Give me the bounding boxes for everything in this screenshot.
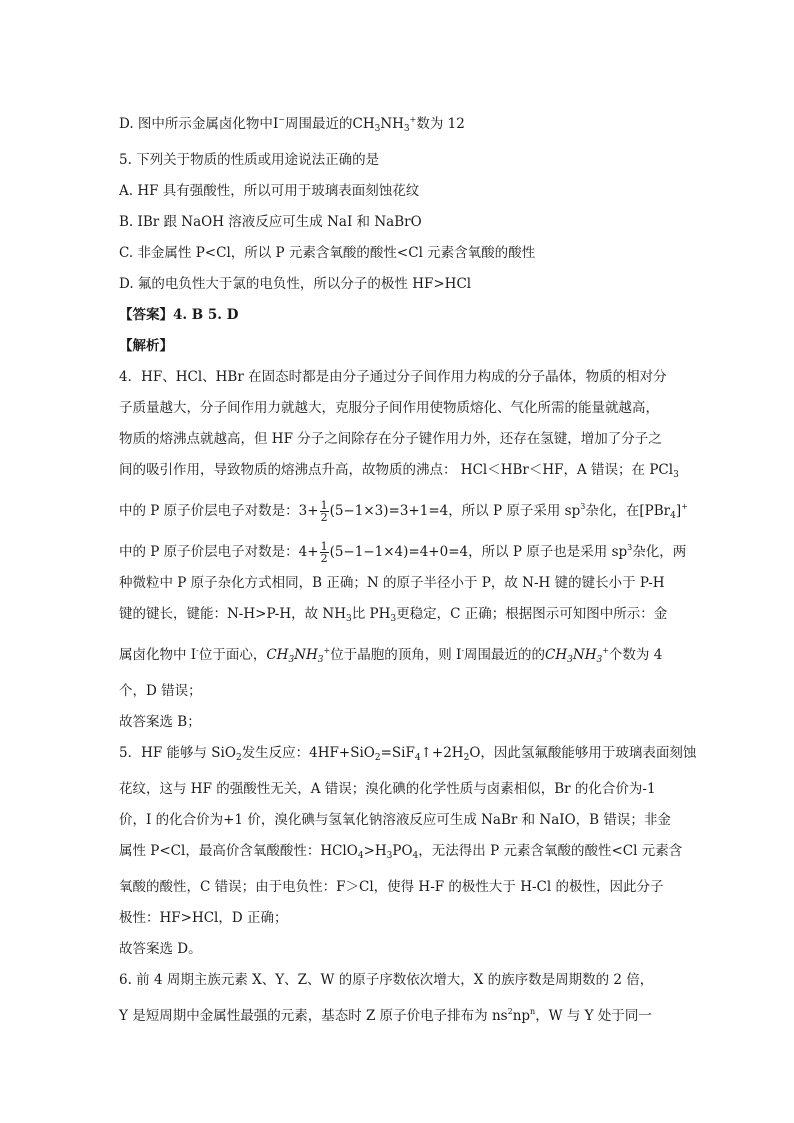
- exp4-line-1: 4．HF、HCl、HBr 在固态时都是由分子通过分子间作用力构成的分子晶体，物质的相对分: [119, 369, 667, 385]
- document-page: [119, 104, 697, 1032]
- exp5-l4-mid: >H: [363, 843, 387, 859]
- f-ch-sub: 3: [567, 655, 573, 665]
- f-nh-sup: +: [323, 646, 331, 655]
- formula-ch3nh3: [266, 647, 330, 663]
- exp5-l4-mid2: PO: [392, 843, 413, 859]
- q6-l2-post: ，W 与 Y 处于同一: [535, 1008, 652, 1024]
- exp5-l4-sub3: 4: [412, 851, 419, 861]
- frac-den: 2: [320, 552, 328, 565]
- q4d-mid: 周围最近的: [284, 116, 353, 132]
- exp4-l9-sup: -: [196, 646, 199, 655]
- q4d-nh: NH: [380, 116, 404, 132]
- formula-ch3nh3: [545, 647, 609, 663]
- exp5-l1-sub3: 4: [414, 753, 421, 763]
- exp4-l9-mid: 位于面心，: [198, 647, 267, 663]
- exp4-l9-post: 个数为 4: [608, 647, 663, 663]
- exp4-line-11: 故答案选 B；: [119, 714, 201, 730]
- f-ch: CH: [266, 647, 289, 663]
- exp5-line-5: 氧酸的酸性，C 错误；由于电负性：F＞Cl，使得 H-F 的极性大于 H-Cl 的极性，因此分子: [119, 879, 664, 895]
- exp4-l9-sup2: -: [461, 646, 465, 655]
- q5-option-a: A. HF 具有强酸性，所以可用于玻璃表面刻蚀花纹: [119, 183, 420, 199]
- q5-stem: 5. 下列关于物质的性质或用途说法正确的是: [119, 152, 380, 168]
- q4d-prefix: D. 图中所示金属卤化物中: [119, 116, 273, 132]
- exp4-l5-post: =3+1=4，所以 P 原子采用 sp: [388, 503, 581, 519]
- f-nh: NH: [294, 647, 318, 663]
- q6-l2-sup2: n: [530, 1007, 536, 1016]
- q6-l2-sup: 2: [507, 1007, 513, 1016]
- f-nh-sub: 3: [596, 655, 603, 665]
- exp4-line-6: [119, 532, 687, 568]
- exp4-line-10: 个，D 错误；: [119, 683, 202, 699]
- exp4-line-2: 子质量越大，分子间作用力就越大，克服分子间作用使物质熔化、气化所需的能量就越高，: [119, 400, 659, 416]
- exp4-l4-text: 间的吸引作用，导致物质的熔沸点升高，故物质的沸点： HCl＜HBr＜HF，A 错误；在 PCl: [119, 462, 674, 478]
- exp5-l1-pre: 5．HF 能够与 SiO: [119, 745, 236, 761]
- exp4-line-7: 种微粒中 P 原子杂化方式相同，B 正确；N 的原子半径小于 P，故 N-H 键的键长小于 P-H: [119, 575, 665, 591]
- f-ch: CH: [545, 647, 568, 663]
- exp4-l8-sub: 3: [346, 614, 352, 624]
- q5-option-c: C. 非金属性 P<Cl，所以 P 元素含氧酸的酸性<Cl 元素含氧酸的酸性: [119, 245, 536, 261]
- q6-line-2: [119, 996, 679, 1032]
- exp4-l8-sub2: 3: [390, 614, 397, 624]
- exp4-l9-mid3: 周围最近的的: [464, 647, 546, 663]
- exp4-l5-sup2: +: [681, 502, 688, 511]
- exp5-l4-post: ，无法得出 P 元素含氧酸的酸性<Cl 元素含: [418, 843, 683, 859]
- q4d-nh-sup: +: [409, 115, 417, 124]
- exp4-l4-sub: 3: [673, 470, 679, 480]
- analysis-heading: 【解析】: [119, 338, 173, 354]
- exp5-l1-mid2: =SiF: [380, 745, 415, 761]
- exp4-l5-pre: 中的 P 原子价层电子对数是：3+: [119, 503, 319, 519]
- exp4-l5-post2: 杂化，在[PBr: [585, 503, 671, 519]
- exp5-line-6: 极性：HF>HCl，D 正确；: [119, 910, 288, 926]
- q4d-ch: CH: [352, 116, 375, 132]
- q4d-ion: I: [272, 116, 279, 132]
- exp4-line-4: [119, 455, 679, 491]
- exp4-l8-pre: 键的键长，键能：N-H>P-H，故 NH: [119, 606, 347, 622]
- exp4-l6-expr: (5−1−1×4): [329, 544, 409, 560]
- answer-line: 【答案】4. B 5. D: [119, 307, 239, 323]
- f-ch-sub: 3: [288, 655, 295, 665]
- exp5-l1-sub: 2: [235, 753, 242, 763]
- exp4-l6-post2: 杂化，两: [632, 544, 687, 560]
- fraction-half: [320, 541, 329, 564]
- exp5-line-2: 花纹，这与 HF 的强酸性无关，A 错误；溴化碘的化学性质与卤素相似，Br 的化合价为-1: [119, 781, 656, 797]
- f-nh: NH: [572, 647, 597, 663]
- exp5-line-3: 价，I 的化合价为+1 价，溴化碘与氢氧化钠溶液反应可生成 NaBr 和 NaIO，B 错误；非金: [119, 812, 671, 828]
- q4d-nh-sub: 3: [403, 124, 410, 134]
- q4d-ch-sub: 3: [374, 124, 381, 134]
- exp5-l1-sub2: 2: [374, 753, 381, 763]
- exp4-l6-sup: 3: [627, 543, 633, 552]
- exp4-line-9: [119, 635, 679, 676]
- frac-num: 1: [320, 499, 328, 512]
- exp5-l4-sub: 4: [357, 851, 364, 861]
- q4d-suffix: 数为 12: [416, 116, 465, 132]
- exp5-line-4: [119, 836, 683, 872]
- exp4-l9-mid2: 位于晶胞的顶角，则 I: [330, 647, 462, 663]
- q5-option-d: D. 氟的电负性大于氯的电负性，所以分子的极性 HF>HCl: [119, 276, 472, 292]
- fraction-half: [320, 500, 329, 523]
- q5-option-b: B. IBr 跟 NaOH 溶液反应可生成 NaI 和 NaBrO: [119, 214, 422, 230]
- exp4-line-5: [119, 491, 688, 532]
- exp5-line-7: 故答案选 D。: [119, 941, 202, 957]
- exp4-line-8: [119, 599, 679, 635]
- exp5-l4-sub2: 3: [386, 851, 393, 861]
- frac-num: 1: [320, 540, 328, 553]
- exp4-l5-sub2: 4: [670, 511, 676, 521]
- exp4-l5-sup: 3: [580, 502, 586, 511]
- exp4-l8-mid: 比 PH: [351, 606, 391, 622]
- exp4-l6-post: =4+0=4，所以 P 原子也是采用 sp: [408, 544, 628, 560]
- q4-option-d: [119, 104, 679, 145]
- exp5-l1-mid3: ↑+2H: [420, 745, 464, 761]
- exp4-l9-pre: 属卤化物中 I: [119, 647, 197, 663]
- q6-l2-pre: Y 是短周期中金属性最强的元素，基态时 Z 原子价电子排布为 ns: [119, 1008, 508, 1024]
- q4d-ion-charge: −: [278, 115, 285, 124]
- q6-line-1: 6. 前 4 周期主族元素 X、Y、Z、W 的原子序数依次增大，X 的族序数是周期数的 2 倍，: [119, 972, 654, 988]
- exp4-l5-end: ]: [675, 503, 682, 519]
- exp5-line-1: [119, 738, 697, 774]
- f-nh-sub: 3: [317, 655, 324, 665]
- f-nh-sup: +: [602, 646, 609, 655]
- exp5-l1-mid: 发生反应：4HF+SiO: [241, 745, 375, 761]
- q6-l2-mid: np: [512, 1008, 531, 1024]
- exp4-line-3: 物质的熔沸点就越高，但 HF 分子之间除存在分子键作用力外，还存在氢键，增加了分子之: [119, 431, 662, 447]
- frac-den: 2: [320, 511, 328, 524]
- exp5-l1-sub4: 2: [463, 753, 470, 763]
- exp5-l4-pre: 属性 P<Cl，最高价含氧酸酸性：HClO: [119, 843, 358, 859]
- exp4-l6-pre: 中的 P 原子价层电子对数是：4+: [119, 544, 319, 560]
- exp4-l8-post: 更稳定，C 正确；根据图示可知图中所示：金: [396, 606, 668, 622]
- exp4-l5-expr: (5−1×3): [329, 503, 389, 519]
- exp5-l1-post: O，因此氢氟酸能够用于玻璃表面刻蚀: [469, 745, 697, 761]
